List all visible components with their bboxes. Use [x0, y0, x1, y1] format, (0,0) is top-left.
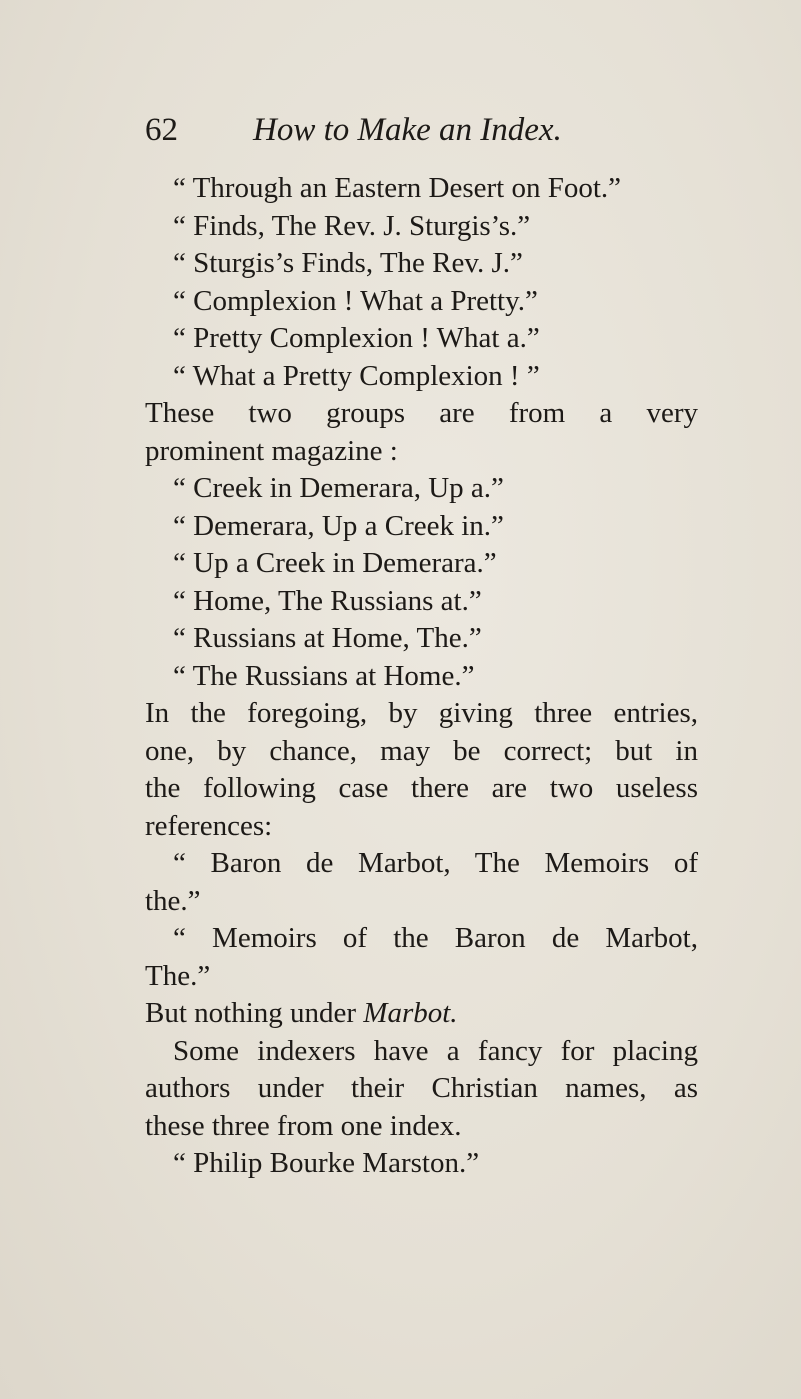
index-entry: “ Pretty Complexion ! What a.”	[173, 322, 540, 354]
index-entry: “ Up a Creek in Demerara.”	[173, 547, 497, 579]
index-entry: “ Baron de Marbot, The Memoirs of	[173, 847, 698, 879]
index-entry: “ Russians at Home, The.”	[173, 622, 482, 654]
index-entry: “ Sturgis’s Finds, The Rev. J.”	[173, 247, 523, 279]
running-title: How to Make an Index.	[253, 112, 562, 148]
italic-term: Marbot.	[363, 997, 458, 1029]
index-entry: “ What a Pretty Complexion ! ”	[173, 359, 540, 392]
page-number: 62	[145, 112, 178, 148]
index-entry: “ Complexion ! What a Pretty.”	[173, 284, 538, 317]
index-entry: “ Philip Bourke Marston.”	[173, 1147, 480, 1179]
index-entry: “ Creek in Demerara, Up a.”	[173, 472, 504, 504]
index-entry: “ Finds, The Rev. J. Sturgis’s.”	[173, 209, 531, 242]
index-entry: “ Home, The Russians at.”	[173, 584, 482, 617]
body-text	[145, 170, 698, 1183]
index-entry-continuation: the.”	[145, 884, 201, 917]
paragraph-line: these three from one index.	[145, 1109, 462, 1142]
index-entry: “ The Russians at Home.”	[173, 659, 475, 692]
index-entry: “ Demerara, Up a Creek in.”	[173, 509, 504, 542]
paragraph-line: authors under their Christian names, as	[145, 1072, 698, 1104]
paragraph-line: In the foregoing, by giving three entries,	[145, 697, 698, 729]
paragraph-line: the following case there are two useless	[145, 772, 698, 804]
paragraph-line	[145, 995, 698, 1033]
paragraph-line: references:	[145, 809, 273, 842]
paragraph-text: But nothing under	[145, 997, 364, 1029]
page-header	[145, 110, 562, 150]
index-entry-continuation: The.”	[145, 959, 211, 992]
index-entry: “ Memoirs of the Baron de Marbot,	[173, 922, 698, 954]
index-entry: “ Through an Eastern Desert on Foot.”	[173, 172, 622, 204]
paragraph-line: These two groups are from a very	[145, 397, 698, 429]
paragraph-line: Some indexers have a fancy for placing	[173, 1034, 698, 1067]
paragraph-line: prominent magazine :	[145, 434, 398, 467]
paragraph-line: one, by chance, may be correct; but in	[145, 734, 698, 767]
